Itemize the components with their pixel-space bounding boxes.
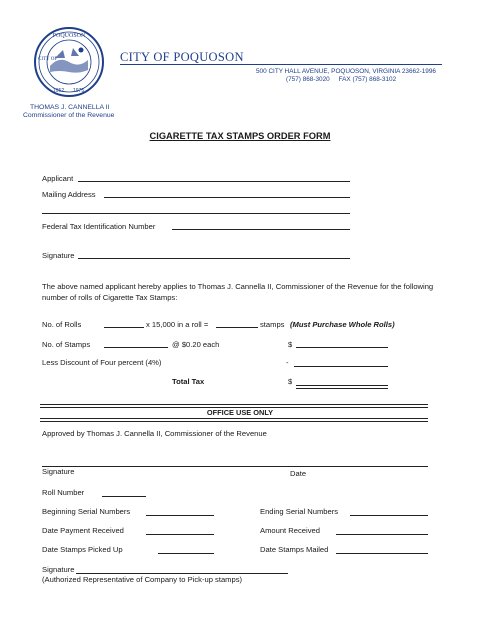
applicant-field[interactable] xyxy=(78,181,350,182)
commissioner-name: THOMAS J. CANNELLA II xyxy=(30,104,110,111)
phone: (757) 868-3020 xyxy=(286,76,330,83)
amount-received-field[interactable] xyxy=(336,534,428,535)
svg-text:CITY OF: CITY OF xyxy=(38,57,58,62)
minus-sign: - xyxy=(286,358,289,367)
mailing-address-field-2[interactable] xyxy=(42,213,350,214)
total-tax-field[interactable] xyxy=(296,385,388,389)
rolls-label: No. of Rolls xyxy=(42,320,82,329)
date-picked-label: Date Stamps Picked Up xyxy=(42,545,123,554)
applicant-signature-field[interactable] xyxy=(78,258,350,259)
stamps-count-field[interactable] xyxy=(216,327,258,328)
form-title: CIGARETTE TAX STAMPS ORDER FORM xyxy=(149,131,331,141)
ending-serial-label: Ending Serial Numbers xyxy=(260,507,339,516)
application-statement: The above named applicant hereby applies to Thomas J. Cannella II, Commissioner of the Revenue for the following number of rolls of Cigarette Tax Stamps: xyxy=(42,282,434,302)
fein-label: Federal Tax Identification Number xyxy=(42,222,156,231)
date-mailed-field[interactable] xyxy=(336,553,428,554)
header-rule xyxy=(120,64,442,65)
stamps-word: stamps xyxy=(260,320,285,329)
stamps-amount-field[interactable] xyxy=(296,347,388,348)
stamps-label: No. of Stamps xyxy=(42,340,91,349)
fein-field[interactable] xyxy=(172,229,350,230)
city-phone-fax xyxy=(286,76,396,83)
discount-label: Less Discount of Four percent (4%) xyxy=(42,358,162,367)
discount-amount-field[interactable] xyxy=(294,366,388,367)
commissioner-title: Commissioner of the Revenue xyxy=(23,112,115,119)
mailing-address-label: Mailing Address xyxy=(42,190,96,199)
date-picked-field[interactable] xyxy=(158,553,214,554)
dollar-sign-2: $ xyxy=(288,377,293,386)
applicant-signature-label: Signature xyxy=(42,251,75,260)
stamps-field[interactable] xyxy=(104,347,168,348)
city-name: CITY OF POQUOSON xyxy=(120,50,244,64)
office-date-label: Date xyxy=(290,469,307,478)
date-payment-field[interactable] xyxy=(146,534,214,535)
roll-number-label: Roll Number xyxy=(42,488,85,497)
rolls-multiplier: x 15,000 in a roll = xyxy=(146,320,209,329)
rolls-field[interactable] xyxy=(104,327,144,328)
price-each: @ $0.20 each xyxy=(172,340,220,349)
beginning-serial-label: Beginning Serial Numbers xyxy=(42,507,131,516)
amount-received-label: Amount Received xyxy=(260,526,320,535)
city-address: 500 CITY HALL AVENUE, POQUOSON, VIRGINIA 23662-1996 xyxy=(256,68,436,75)
ending-serial-field[interactable] xyxy=(350,515,428,516)
dollar-sign-1: $ xyxy=(288,340,293,349)
pickup-signature-label: Signature xyxy=(42,565,75,574)
mailing-address-field[interactable] xyxy=(104,197,350,198)
fax: FAX (757) 868-3102 xyxy=(338,76,397,83)
whole-rolls-note: (Must Purchase Whole Rolls) xyxy=(290,320,395,329)
office-use-heading: OFFICE USE ONLY xyxy=(206,408,274,417)
date-mailed-label: Date Stamps Mailed xyxy=(260,545,329,554)
roll-number-field[interactable] xyxy=(102,496,146,497)
authorized-rep-note: (Authorized Representative of Company to Pick-up stamps) xyxy=(42,575,243,584)
date-payment-label: Date Payment Received xyxy=(42,526,124,535)
office-signature-label: Signature xyxy=(42,467,75,476)
svg-text:1975: 1975 xyxy=(73,88,85,94)
svg-text:1952: 1952 xyxy=(53,88,65,94)
applicant-label: Applicant xyxy=(42,174,74,183)
city-seal-logo xyxy=(33,26,105,98)
office-signature-field[interactable] xyxy=(42,466,428,467)
pickup-signature-field[interactable] xyxy=(76,573,288,574)
office-divider-bottom xyxy=(40,418,428,422)
total-tax-label: Total Tax xyxy=(172,377,205,386)
approved-by-text: Approved by Thomas J. Cannella II, Commissioner of the Revenue xyxy=(42,429,267,438)
svg-text:POQUOSON: POQUOSON xyxy=(52,33,86,39)
beginning-serial-field[interactable] xyxy=(146,515,214,516)
